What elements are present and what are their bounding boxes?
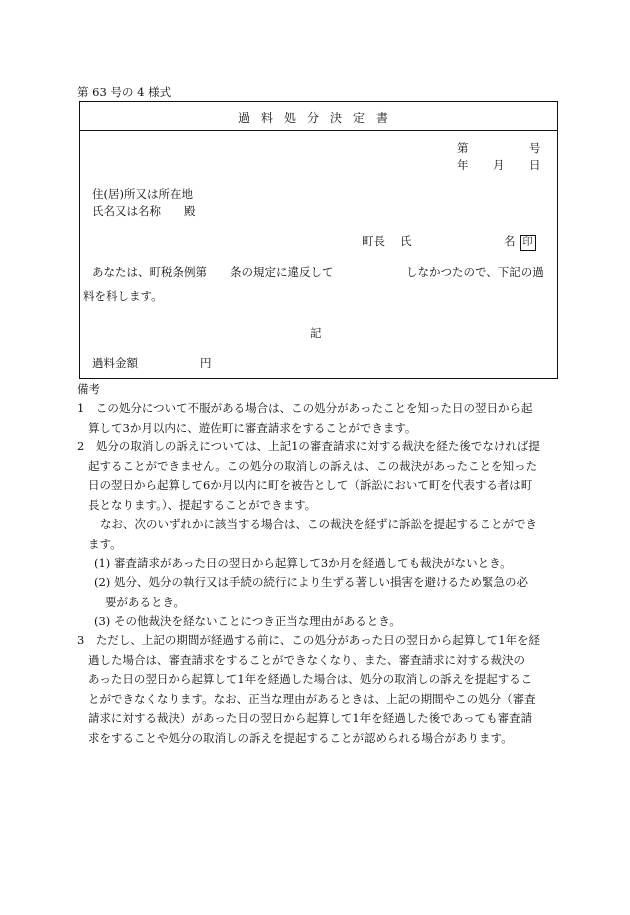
form-number-label: 第 63 号の 4 様式 <box>77 85 172 99</box>
issuer-title: 町長 <box>362 234 385 248</box>
note-line: 要があるとき。 <box>105 594 186 609</box>
issuer-shi: 氏 <box>400 234 412 248</box>
note-3 <box>77 631 555 748</box>
note-line: 起することができません。この処分の取消しの訴えは、この裁決があったことを知った <box>88 458 538 473</box>
sub-item-2 <box>77 573 555 612</box>
notes-heading: 備考 <box>77 382 100 396</box>
form-box <box>79 101 558 379</box>
note-line: なお、次のいずれかに該当する場合は、この裁決を経ずに訴訟を提起することができ <box>100 517 537 531</box>
number-go: 号 <box>529 141 541 155</box>
date-year: 年 <box>457 158 469 172</box>
date-day: 日 <box>529 158 541 172</box>
title-row <box>80 102 557 131</box>
note-line: とができなくなります。なお、正当な理由があるときは、上記の期間やこの処分（審査 <box>88 691 536 706</box>
note-line: 1 この処分について不服がある場合は、この処分があったことを知った日の翌日から起 <box>77 401 533 415</box>
body-line2: 料を科します。 <box>83 289 163 303</box>
body-line1-a: あなたは、町税条例第 <box>92 265 207 279</box>
note-line: ます。 <box>88 536 122 551</box>
note-line: あった日の翌日から起算して1年を経過した場合は、処分の取消しの訴えを提起するこ <box>88 672 533 686</box>
honorific-dono: 殿 <box>184 204 196 218</box>
note-line: 請求に対する裁決）があった日の翌日から起算して1年を経過した後であっても審査請 <box>88 711 533 725</box>
number-dai: 第 <box>457 141 469 155</box>
document-title: 過料処分決定書 <box>237 111 399 125</box>
seal-mark: 印 <box>520 235 536 251</box>
ki-label: 記 <box>310 326 322 340</box>
address-label: 住(居)所又は所在地 <box>92 187 193 201</box>
amount-unit: 円 <box>200 356 212 370</box>
amount-label: 過料金額 <box>92 356 138 370</box>
sub-item-1 <box>77 554 555 574</box>
name-label: 氏名又は名称 <box>92 204 161 218</box>
note-line: 3 ただし、上記の期間が経過する前に、この処分があった日の翌日から起算して1年を経 <box>77 633 541 647</box>
note-line: (1) 審査請求があった日の翌日から起算して3か月を経過しても裁決がないとき。 <box>94 556 512 570</box>
note-line: 求をすることや処分の取消しの訴えを提起することが認められる場合があります。 <box>88 730 513 745</box>
issuer-mei-text: 名 <box>504 234 516 248</box>
note-line: 長となります。）、提起することができます。 <box>88 497 317 512</box>
sub-item-3 <box>77 612 555 632</box>
note-line: 算して3か月以内に、遊佐町に審査請求をすることができます。 <box>88 420 417 435</box>
body-line1-b: 条の規定に違反して <box>230 265 334 279</box>
date-month: 月 <box>493 158 505 172</box>
issuer-mei <box>504 233 536 251</box>
note-1 <box>77 399 555 438</box>
note-line: 過した場合は、審査請求をすることができなくなり、また、審査請求に対する裁決の <box>88 652 525 667</box>
note-line: 日の翌日から起算して6か月以内に町を被告として（訴訟において町を代表する者は町 <box>88 478 533 492</box>
body-line1-c: しなかつたので、下記の過 <box>406 265 544 279</box>
note-line: 2 処分の取消しの訴えについては、上記1の審査請求に対する裁決を経た後でなければ提 <box>77 439 540 453</box>
note-2-supplement <box>77 515 555 554</box>
note-line: (2) 処分、処分の執行又は手続の続行により生ずる著しい損害を避けるため緊急の必 <box>94 575 528 589</box>
note-line: (3) その他裁決を経ないことにつき正当な理由があるとき。 <box>94 614 401 628</box>
note-2 <box>77 437 555 515</box>
